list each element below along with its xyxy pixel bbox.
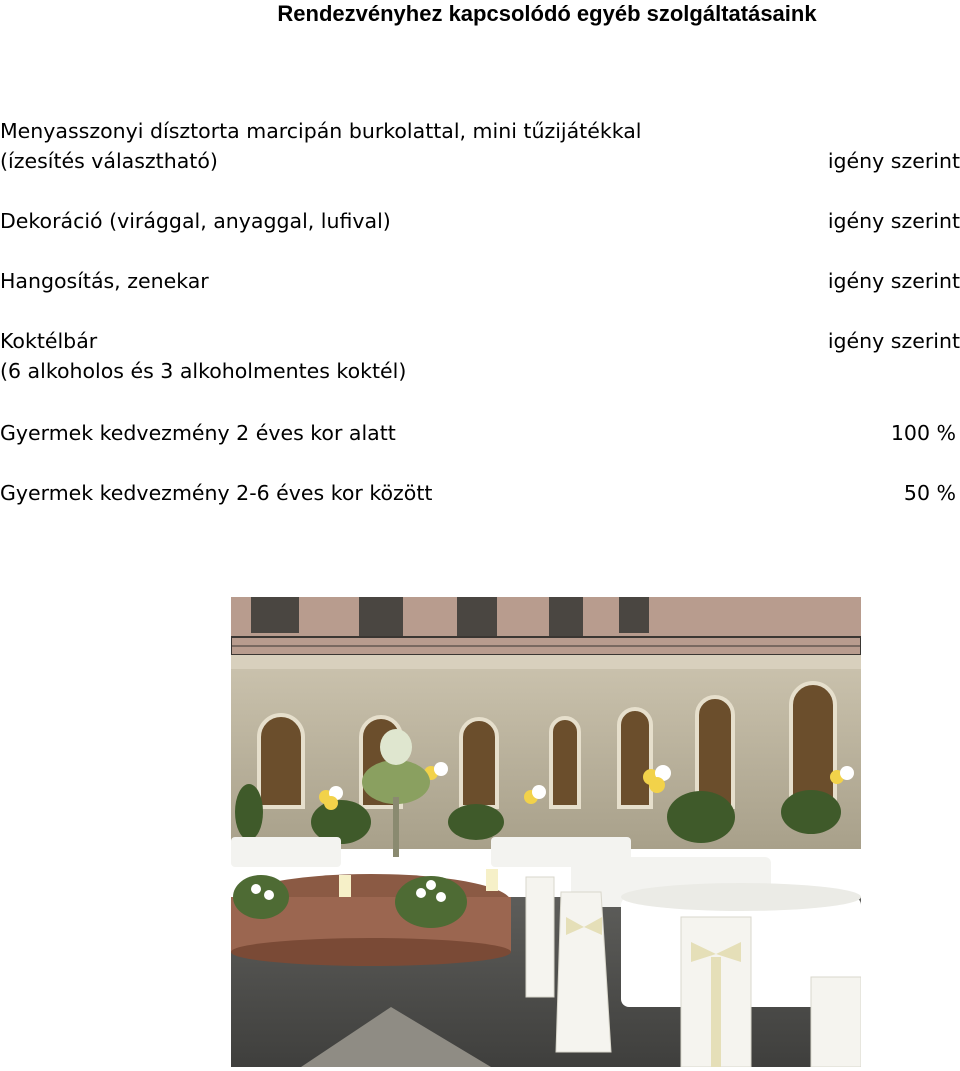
discount-value: 50 % bbox=[903, 481, 956, 505]
upper-facade bbox=[231, 597, 861, 657]
service-label bbox=[0, 326, 406, 386]
service-label-line2: (ízesítés választható) bbox=[0, 149, 218, 173]
upper-window bbox=[251, 597, 299, 633]
service-label: Hangosítás, zenekar bbox=[0, 269, 209, 293]
cornice bbox=[231, 655, 861, 669]
upper-window bbox=[457, 597, 497, 637]
event-venue-photo bbox=[231, 597, 861, 1067]
service-label: Dekoráció (virággal, anyaggal, lufival) bbox=[0, 209, 391, 233]
service-label bbox=[0, 116, 641, 176]
service-price: igény szerint bbox=[827, 269, 960, 293]
discount-label: Gyermek kedvezmény 2 éves kor alatt bbox=[0, 421, 396, 445]
page-title: Rendezvényhez kapcsolódó egyéb szolgáltatásaink bbox=[277, 1, 817, 26]
service-row-sound bbox=[0, 266, 960, 296]
service-row-cocktail-bar bbox=[0, 326, 960, 386]
discount-value: 100 % bbox=[890, 421, 956, 445]
service-label-line1: Koktélbár bbox=[0, 329, 98, 353]
upper-window bbox=[359, 597, 403, 637]
service-price: igény szerint bbox=[827, 209, 960, 233]
service-price: igény szerint bbox=[827, 149, 960, 173]
service-price: igény szerint bbox=[827, 329, 960, 353]
discount-row-under-2 bbox=[0, 418, 960, 448]
discount-label: Gyermek kedvezmény 2-6 éves kor között bbox=[0, 481, 433, 505]
upper-window bbox=[619, 597, 649, 633]
service-row-decoration bbox=[0, 206, 960, 236]
service-label-line1: Menyasszonyi dísztorta marcipán burkolattal, mini tűzijátékkal bbox=[0, 119, 642, 143]
service-label-line2: (6 alkoholos és 3 alkoholmentes koktél) bbox=[0, 359, 407, 383]
upper-window bbox=[549, 597, 583, 637]
discount-row-2-6 bbox=[0, 478, 960, 508]
service-row-cake bbox=[0, 116, 960, 176]
